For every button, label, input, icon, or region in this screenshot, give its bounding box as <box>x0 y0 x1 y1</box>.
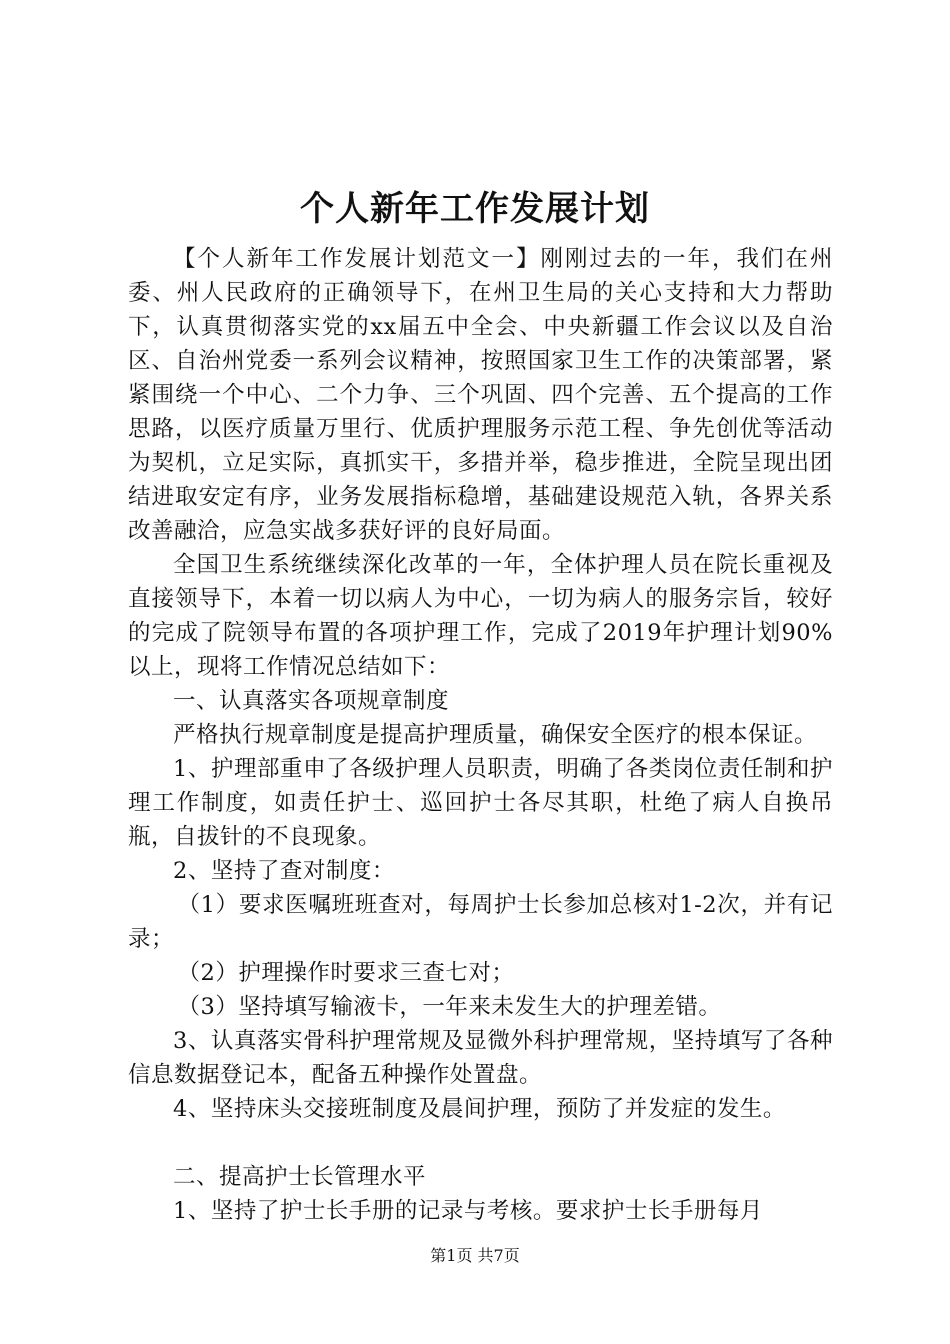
paragraph-summary: 全国卫生系统继续深化改革的一年，全体护理人员在院长重视及直接领导下，本着一切以病人为中心，一切为病人的服务宗旨，较好的完成了院领导布置的各项护理工作，完成了2019年护理计划90%以上，现将工作情况总结如下： <box>128 552 833 680</box>
section-heading-management: 二、提高护士长管理水平 <box>173 1164 427 1190</box>
list-item-2: 2、坚持了查对制度： <box>173 858 395 884</box>
paragraph-intro: 【个人新年工作发展计划范文一】刚刚过去的一年，我们在州委、州人民政府的正确领导下，在州卫生局的关心支持和大力帮助下，认真贯彻落实党的xx届五中全会、中央新疆工作会议以及自治区、自治州党委一系列会议精神，按照国家卫生工作的决策部署，紧紧围绕一个中心、二个力争、三个巩固、四个完善、五个提高的工作思路，以医疗质量万里行、优质护理服务示范工程、争先创优等活动为契机，立足实际，真抓实干，多措并举，稳步推进，全院呈现出团结进取安定有序，业务发展指标稳增，基础建设规范入轨，各界关系改善融洽，应急实战多获好评的良好局面。 <box>128 246 833 544</box>
paragraph-rules-intro: 严格执行规章制度是提高护理质量，确保安全医疗的根本保证。 <box>173 722 818 748</box>
document-title: 个人新年工作发展计划 <box>300 189 650 229</box>
section-heading-rules: 一、认真落实各项规章制度 <box>173 688 450 714</box>
document-body <box>128 242 833 1228</box>
list-item-management-1: 1、坚持了护士长手册的记录与考核。要求护士长手册每月 <box>173 1198 763 1224</box>
sub-item-2: （2）护理操作时要求三查七对； <box>177 960 515 986</box>
sub-item-1: （1）要求医嘱班班查对，每周护士长参加总核对1-2次，并有记录； <box>128 892 833 952</box>
list-item-3: 3、认真落实骨科护理常规及显微外科护理常规，坚持填写了各种信息数据登记本，配备五种操作处置盘。 <box>128 1028 833 1088</box>
list-item-1: 1、护理部重申了各级护理人员职责，明确了各类岗位责任制和护理工作制度，如责任护士、巡回护士各尽其职，杜绝了病人自换吊瓶，自拔针的不良现象。 <box>128 756 833 850</box>
page-number-footer: 第1页 共7页 <box>430 1246 520 1265</box>
list-item-4: 4、坚持床头交接班制度及晨间护理，预防了并发症的发生。 <box>173 1096 786 1122</box>
sub-item-3: （3）坚持填写输液卡，一年来未发生大的护理差错。 <box>177 994 722 1020</box>
